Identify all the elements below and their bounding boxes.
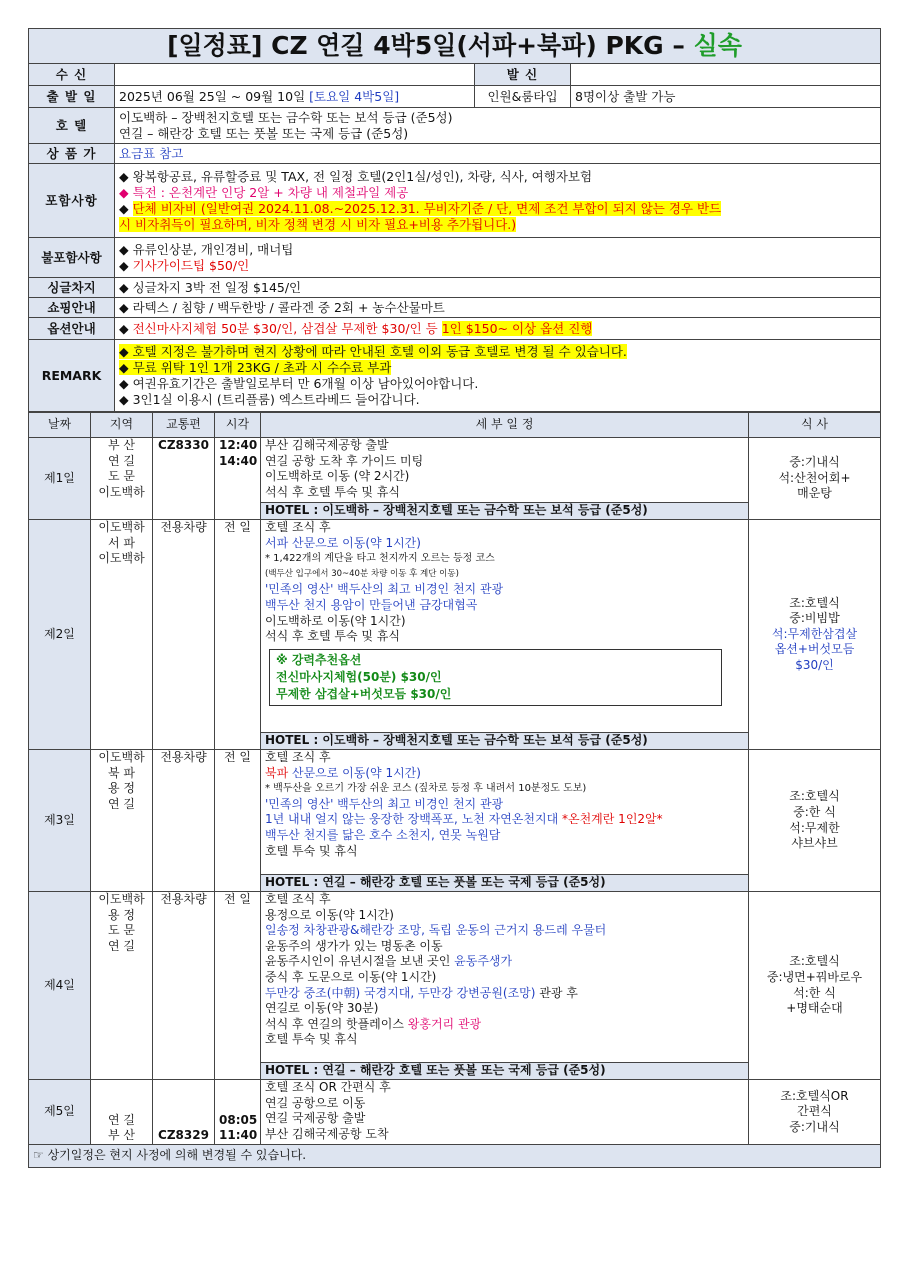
sender-label: 발 신: [475, 64, 571, 86]
footer-note: ☞ 상기일정은 현지 사정에 의해 변경될 수 있습니다.: [29, 1145, 881, 1168]
schedule-table: [28, 412, 881, 1168]
day5-label: 제5일: [29, 1080, 91, 1145]
excluded-label: 불포함사항: [29, 238, 115, 278]
col-detail: 세 부 일 정: [261, 413, 749, 438]
day1-details: 부산 김해국제공항 출발 연길 공항 도착 후 가이드 미팅 이도백하로 이동 (약 2시간) 석식 후 호텔 투숙 및 휴식: [261, 438, 749, 503]
single-value: ◆ 싱글차지 3박 전 일정 $145/인: [115, 278, 881, 298]
day3-transport: 전용차량: [153, 750, 215, 892]
day2-meals: 조:호텔식 중:비빔밥 석:무제한삼겹살 옵션+버섯모듬 $30/인: [749, 520, 881, 750]
day4-regions: 이도백하 용 정 도 문 연 길: [91, 892, 153, 1080]
day2-transport: 전용차량: [153, 520, 215, 750]
col-day: 날짜: [29, 413, 91, 438]
day1-times: 12:40 14:40: [215, 438, 261, 520]
day4-row: [29, 892, 881, 1063]
day3-regions: 이도백하 북 파 용 정 연 길: [91, 750, 153, 892]
day5-details: 호텔 조식 OR 간편식 후 연길 공항으로 이동 연길 국제공항 출발 부산 김해국제공항 도착: [261, 1080, 749, 1145]
day1-meals: 중:기내식 석:산천어회+ 매운탕: [749, 438, 881, 520]
day4-details: 호텔 조식 후 용정으로 이동(약 1시간) 일송정 차창관광&해란강 조망, 독립 운동의 근거지 용드레 우물터 윤동주의 생가가 있는 명동촌 이동 윤동주시인이 유년시절을 보낸 곳인 윤동주생가 중식 후 도문으로 이동(약 1시간) 두만강 중조(中朝) 국경지대, 두만강 강변공원(조망) 관광 후 연길로 이동(약 30분) 석식 후 연길의 핫플레이스 왕홍거리 관광 호텔 투숙 및 휴식: [261, 892, 749, 1063]
day5-meals: 조:호텔식OR 간편식 중:기내식: [749, 1080, 881, 1145]
sender-value: [571, 64, 881, 86]
hotel-value: 이도백하 – 장백천지호텔 또는 금수학 또는 보석 등급 (준5성) 연길 – 해란강 호텔 또는 풋볼 또는 국제 등급 (준5성): [115, 108, 881, 144]
day3-details: 호텔 조식 후 북파 산문으로 이동(약 1시간) * 백두산을 오르기 가장 쉬운 코스 (짚차로 등정 후 내려서 10분정도 도보) '민족의 영산' 백두산의 최고 비경인 천지 관광 1년 내내 얼지 않는 웅장한 장백폭포, 노천 자연온천지대 *온천계란 1인2알* 백두산 천지를 닮은 호수 소천지, 연못 녹원담 호텔 투숙 및 휴식: [261, 750, 749, 875]
day1-hotel: HOTEL : 이도백하 – 장백천지호텔 또는 금수학 또는 보석 등급 (준5성): [261, 503, 749, 520]
day1-row: [29, 438, 881, 503]
col-region: 지역: [91, 413, 153, 438]
day1-transport: CZ8330: [153, 438, 215, 520]
recipient-label: 수 신: [29, 64, 115, 86]
day4-hotel: HOTEL : 연길 – 해란강 호텔 또는 풋볼 또는 국제 등급 (준5성): [261, 1063, 749, 1080]
remark-value: ◆ 호텔 지정은 불가하며 현지 상황에 따라 안내된 호텔 이외 동급 호텔로 변경 될 수 있습니다. ◆ 무료 위탁 1인 1개 23KG / 초과 시 수수료 부과 ◆ 여권유효기간은 출발일로부터 만 6개월 이상 남아있어야합니다. ◆ 3인1실 이용시 (트리플룸) 엑스트라베드 들어갑니다.: [115, 340, 881, 412]
day2-time: 전 일: [215, 520, 261, 750]
day5-transport: CZ8329: [153, 1080, 215, 1145]
included-label: 포함사항: [29, 164, 115, 238]
day1-label: 제1일: [29, 438, 91, 520]
day2-label: 제2일: [29, 520, 91, 750]
day4-time: 전 일: [215, 892, 261, 1080]
day2-details: 호텔 조식 후 서파 산문으로 이동(약 1시간) * 1,422개의 계단을 타고 천지까지 오르는 등정 코스 (백두산 입구에서 30~40분 차량 이동 후 계단 이동) '민족의 영산' 백두산의 최고 비경인 천지 관광 백두산 천지 용암이 만들어낸 금강대협곡 이도백하로 이동(약 1시간) 석식 후 호텔 투숙 및 휴식 ※ 강력추천옵션 전신마사지체험(50분) $30/인 무제한 삼겹살+버섯모듬 $30/인: [261, 520, 749, 733]
col-transport: 교통편: [153, 413, 215, 438]
day2-row: [29, 520, 881, 733]
day4-label: 제4일: [29, 892, 91, 1080]
info-table: [28, 28, 881, 412]
day2-regions: 이도백하 서 파 이도백하: [91, 520, 153, 750]
day4-meals: 조:호텔식 중:냉면+꿔바로우 석:한 식 +명태순대: [749, 892, 881, 1080]
included-value: ◆ 왕복항공료, 유류할증료 및 TAX, 전 일정 호텔(2인1실/성인), 차량, 식사, 여행자보험 ◆ 특전 : 온천계란 인당 2알 + 차량 내 제철과일 제공 ◆ 단체 비자비 (일반여권 2024.11.08.~2025.12.31. 무비자기준 / 단, 면제 조건 부합이 되지 않는 경우 반드 시 비자취득이 필요하며, 비자 정책 변경 시 비자 필요+비용 추가됩니다.): [115, 164, 881, 238]
room-label: 인원&룸타입: [475, 86, 571, 108]
day2-option-box: ※ 강력추천옵션 전신마사지체험(50분) $30/인 무제한 삼겹살+버섯모듬 $30/인: [269, 649, 722, 706]
itinerary-page: [28, 28, 880, 1168]
shopping-label: 쇼핑안내: [29, 298, 115, 318]
price-label: 상 품 가: [29, 144, 115, 164]
col-time: 시각: [215, 413, 261, 438]
single-label: 싱글차지: [29, 278, 115, 298]
day2-hotel: HOTEL : 이도백하 – 장백천지호텔 또는 금수학 또는 보석 등급 (준5성): [261, 733, 749, 750]
col-meal: 식 사: [749, 413, 881, 438]
shopping-value: ◆ 라텍스 / 침향 / 백두한방 / 콜라겐 중 2회 + 농수산물마트: [115, 298, 881, 318]
day3-label: 제3일: [29, 750, 91, 892]
day5-regions: 연 길 부 산: [91, 1080, 153, 1145]
hotel-label: 호 텔: [29, 108, 115, 144]
day3-meals: 조:호텔식 중:한 식 석:무제한 샤브샤브: [749, 750, 881, 892]
day3-row: [29, 750, 881, 875]
departure-days: [토요일 4박5일]: [309, 88, 400, 104]
title-accent: 실속: [693, 31, 742, 60]
excluded-value: ◆ 유류인상분, 개인경비, 매너팁 ◆ 기사가이드팁 $50/인: [115, 238, 881, 278]
day1-regions: 부 산 연 길 도 문 이도백하: [91, 438, 153, 520]
departure-label: 출 발 일: [29, 86, 115, 108]
day5-row: [29, 1080, 881, 1145]
option-label: 옵션안내: [29, 318, 115, 340]
day5-times: 08:05 11:40: [215, 1080, 261, 1145]
room-value: 8명이상 출발 가능: [571, 86, 881, 108]
day4-transport: 전용차량: [153, 892, 215, 1080]
price-value: 요금표 참고: [115, 144, 881, 164]
departure-value: 2025년 06월 25일 ~ 09월 10일 [토요일 4박5일]: [115, 86, 475, 108]
day3-time: 전 일: [215, 750, 261, 892]
recipient-value: [115, 64, 475, 86]
option-value: ◆ 전신마사지체험 50분 $30/인, 삼겹살 무제한 $30/인 등 1인 $150~ 이상 옵션 진행: [115, 318, 881, 340]
day3-hotel: HOTEL : 연길 – 해란강 호텔 또는 풋볼 또는 국제 등급 (준5성): [261, 875, 749, 892]
page-title: [일정표] CZ 연길 4박5일(서파+북파) PKG – 실속: [29, 29, 881, 64]
remark-label: REMARK: [29, 340, 115, 412]
